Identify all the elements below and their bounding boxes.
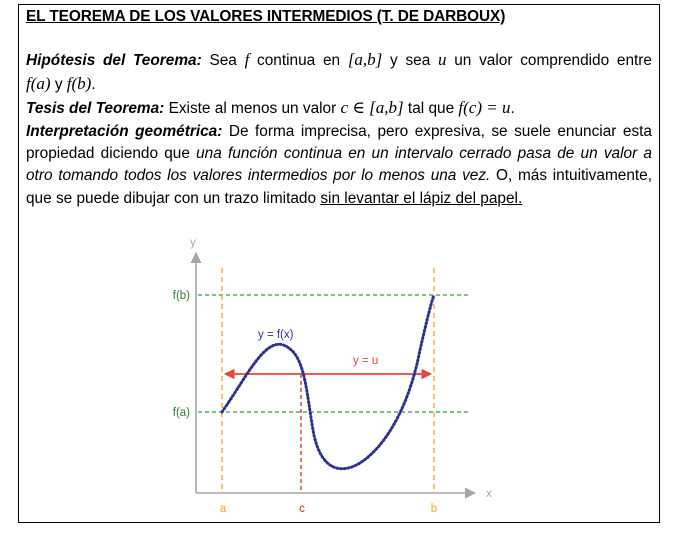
b-label: b [430, 503, 438, 515]
interpretation-underlined: sin levantar el lápiz del papel. [320, 189, 523, 207]
page-title: EL TEOREMA DE LOS VALORES INTERMEDIOS (T. DE DARBOUX) [26, 8, 506, 25]
hypothesis-text: y sea [382, 52, 439, 69]
c-label: c [299, 503, 305, 515]
hypothesis-label: Hipótesis del Teorema: [26, 52, 202, 69]
function-curve [222, 295, 434, 469]
math-interval: [a,b] [347, 50, 383, 69]
thesis-text: tal que [403, 100, 459, 117]
interpretation-text: O, más intuitivamente, que se puede dibujar con un trazo limitado [26, 167, 652, 207]
math-c-in-interval: c ∈ [a,b] [340, 98, 404, 117]
hypothesis-text: y [50, 76, 67, 93]
hypothesis-text: un valor comprendido entre [446, 52, 652, 69]
thesis-text: Existe al menos un valor [164, 100, 341, 117]
y-axis-label: y [190, 237, 196, 249]
thesis-label: Tesis del Teorema: [26, 100, 165, 117]
hypothesis-text: continua en [249, 52, 348, 69]
a-label: a [219, 503, 227, 515]
hypothesis-text: . [91, 76, 96, 93]
u-label: y = u [353, 355, 379, 367]
math-f: f [244, 50, 250, 69]
math-fb: f(b) [66, 74, 92, 93]
math-fa: f(a) [26, 74, 51, 93]
x-axis-label: x [486, 488, 492, 500]
fa-label: f(a) [172, 407, 190, 419]
math-fc-equals-u: f(c) = u [458, 98, 511, 117]
thesis-text: . [510, 100, 515, 117]
hypothesis-text: Sea [201, 52, 245, 69]
interpretation-italic: una función continua en un intervalo cerrado pasa de un valor a otro tomando todos los valores intermedios por lo menos una vez. [26, 145, 652, 185]
interpretation-label: Interpretación geométrica: [26, 123, 223, 140]
math-u: u [438, 50, 447, 69]
fb-label: f(b) [172, 290, 190, 302]
curve-label: y = f(x) [258, 329, 294, 341]
interpretation-text: De forma imprecisa, pero expresiva, se suele enunciar esta propiedad diciendo que [26, 123, 652, 163]
